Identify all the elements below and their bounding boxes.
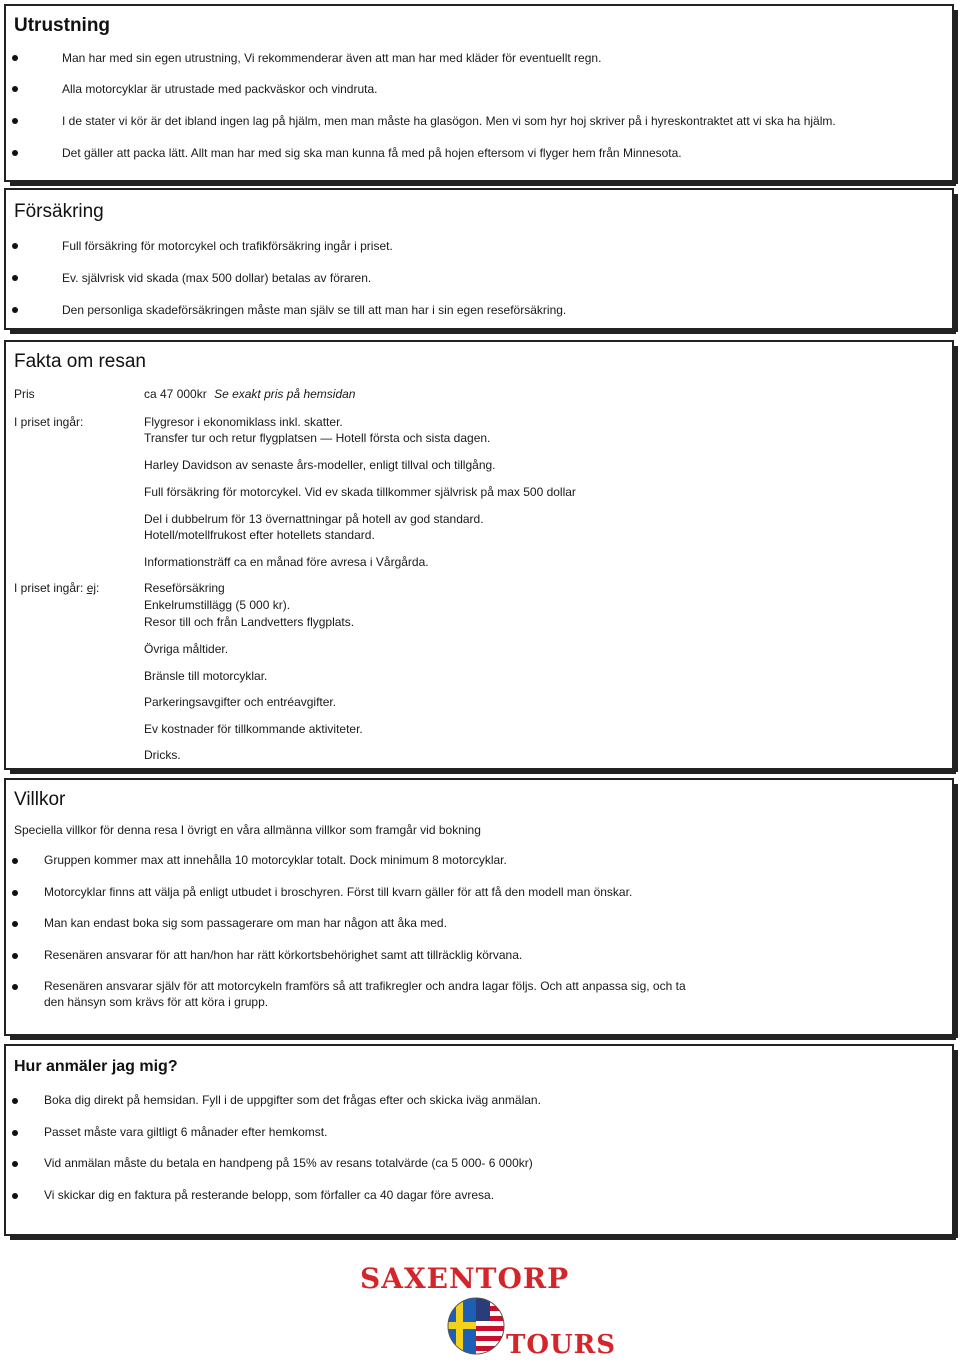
list-item: Vi skickar dig en faktura på resterande belopp, som förfaller ca 40 dagar före avresa. [44, 1188, 495, 1202]
section-title: Fakta om resan [14, 351, 146, 372]
list-item: Alla motorcyklar är utrustade med packväskor och vindruta. [62, 82, 378, 96]
ej-item: Bränsle till motorcyklar. [144, 669, 268, 683]
bullet-icon [12, 307, 18, 313]
ej-label-suffix: : [96, 581, 100, 595]
ingar-item: Harley Davidson av senaste års-modeller, enligt tillval och tillgång. [144, 458, 496, 472]
bullet-icon [12, 86, 18, 92]
list-item: Den personliga skadeförsäkringen måste man själv se till att man har i sin egen reseförsäkring. [62, 303, 567, 317]
bullet-icon [12, 1098, 18, 1104]
list-item: Boka dig direkt på hemsidan. Fyll i de uppgifter som det frågas efter och skicka iväg anmälan. [44, 1093, 541, 1107]
pris-label: Pris [14, 387, 35, 401]
list-item: Man kan endast boka sig som passagerare om man har någon att åka med. [44, 916, 447, 930]
ej-label [14, 581, 99, 596]
ingar-item: Informationsträff ca en månad före avresa i Vårgårda. [144, 555, 429, 569]
list-item: Man har med sin egen utrustning, Vi rekommenderar även att man har med kläder för eventuellt regn. [62, 51, 602, 65]
list-item: Motorcyklar finns att välja på enligt utbudet i broschyren. Först till kvarn gäller för att få den modell man önskar. [44, 885, 633, 899]
list-item: Passet måste vara giltligt 6 månader efter hemkomst. [44, 1125, 328, 1139]
bullet-icon [12, 118, 18, 124]
ingar-item: Flygresor i ekonomiklass inkl. skatter. [144, 415, 343, 429]
list-item: Resenären ansvarar själv för att motorcykeln framförs så att trafikregler och andra lagar följs. Och att anpassa sig, och ta [44, 979, 686, 993]
globe-flags-icon [446, 1296, 506, 1356]
section-title: Utrustning [14, 15, 111, 36]
bullet-icon [12, 1193, 18, 1199]
bullet-icon [12, 243, 18, 249]
bullet-icon [12, 275, 18, 281]
list-item: Resenären ansvarar för att han/hon har rätt körkortsbehörighet samt att tillräcklig körvana. [44, 948, 523, 962]
section-title: Villkor [14, 789, 66, 810]
ej-item: Parkeringsavgifter och entréavgifter. [144, 695, 337, 709]
bullet-icon [12, 858, 18, 864]
villkor-intro: Speciella villkor för denna resa I övrigt en våra allmänna villkor som framgår vid bokning [14, 823, 481, 837]
bullet-icon [12, 150, 18, 156]
list-item: Ev. självrisk vid skada (max 500 dollar) betalas av föraren. [62, 271, 372, 285]
list-item: Det gäller att packa lätt. Allt man har med sig ska man kunna få med på hojen eftersom vi flyger hem från Minnesota. [62, 146, 682, 160]
ingar-item: Del i dubbelrum för 13 övernattningar på hotell av god standard. [144, 512, 484, 526]
list-item: Gruppen kommer max att innehålla 10 motorcyklar totalt. Dock minimum 8 motorcyklar. [44, 853, 507, 867]
ej-item: Dricks. [144, 748, 181, 762]
bullet-icon [12, 984, 18, 990]
ej-item: Enkelrumstillägg (5 000 kr). [144, 598, 291, 612]
ingar-item: Transfer tur och retur flygplatsen — Hotell första och sista dagen. [144, 431, 491, 445]
ingar-label: I priset ingår: [14, 415, 84, 429]
bullet-icon [12, 1161, 18, 1167]
bullet-icon [12, 953, 18, 959]
section-fakta [4, 340, 954, 770]
section-utrustning [4, 4, 954, 182]
ej-label-word: ej [86, 581, 97, 595]
section-forsakring [4, 188, 954, 330]
section-title: Hur anmäler jag mig? [14, 1058, 178, 1075]
section-title: Försäkring [14, 201, 104, 222]
bullet-icon [12, 1130, 18, 1136]
ingar-item: Full försäkring för motorcykel. Vid ev skada tillkommer självrisk på max 500 dollar [144, 485, 576, 499]
section-villkor [4, 778, 954, 1036]
ej-item: Övriga måltider. [144, 642, 229, 656]
bullet-icon [12, 55, 18, 61]
list-item-continuation: den hänsyn som krävs för att köra i grupp. [44, 995, 269, 1009]
bullet-icon [12, 921, 18, 927]
list-item: Vid anmälan måste du betala en handpeng på 15% av resans totalvärde (ca 5 000- 6 000kr) [44, 1156, 533, 1170]
ej-item: Reseförsäkring [144, 581, 225, 595]
ej-item: Resor till och från Landvetters flygplats. [144, 615, 355, 629]
logo-text-bottom: TOURS [506, 1330, 617, 1360]
bullet-icon [12, 890, 18, 896]
pris-value [144, 387, 355, 402]
pris-note: Se exakt pris på hemsidan [214, 387, 356, 401]
list-item: I de stater vi kör är det ibland ingen lag på hjälm, men man måste ha glasögon. Men vi som hyr hoj skriver på i hyreskontraktet att vi ska ha hjälm. [62, 114, 836, 128]
list-item: Full försäkring för motorcykel och trafikförsäkring ingår i priset. [62, 239, 393, 253]
pris-amount: ca 47 000kr [144, 387, 207, 401]
ej-item: Ev kostnader för tillkommande aktiviteter. [144, 722, 363, 736]
ingar-item: Hotell/motellfrukost efter hotellets standard. [144, 528, 375, 542]
ej-label-prefix: I priset ingår: [14, 581, 87, 595]
saxentorp-tours-logo [356, 1262, 617, 1362]
section-anmalan [4, 1044, 954, 1236]
logo-text-top: SAXENTORP [360, 1262, 570, 1295]
